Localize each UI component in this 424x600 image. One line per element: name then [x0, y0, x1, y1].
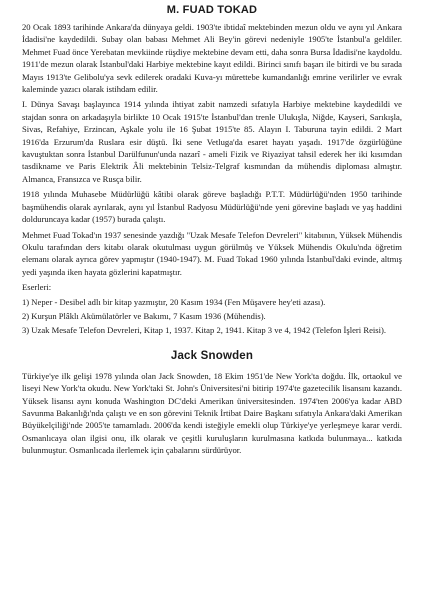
section-title-jack-snowden: Jack Snowden [170, 349, 254, 362]
bio-paragraph-2: I. Dünya Savaşı başlayınca 1914 yılında ihtiyat zabit namzedi sıfatıyla Harbiye mektebine kaydedildi ve stajdan sonra on arkadaşıyla birlikte 10 Ocak 1915'te İstanbul'dan trenle Ulukışla, Niğde, Kayseri, Sarıkışla, Sivas, Refahiye, Erzincan, Aşkale yolu ile 16 Şubat 1915'te 85. Alayın I. Taburuna tayin edildi. 2 Mart 1916'da Erzurum'da Ruslara esir düştü. İki sene Vetluga'da esaret hayatı yaşadı. 1917'de özgürlüğüne kavuştuktan sonra İstanbul Darülfunun'unda nazarî - ameli Fizik ve Riyaziyat tahsil ederek her iki kısımdan tasdikname ve Paris Elektrik Âli mektebinin Telsiz-Telgraf kısmından da mühendis diploması almıştır. Almanca, Fransızca ve Rusça bilir. [22, 99, 402, 184]
work-item-2: 2) Kurşun Plâklı Akümülatörler ve Bakımı, 7 Kasım 1936 (Mühendis). [22, 310, 266, 321]
work-item-3: 3) Uzak Mesafe Telefon Devreleri, Kitap 1, 1937. Kitap 2, 1941. Kitap 3 ve 4, 1942 (Telefon İşleri Reisi). [22, 325, 387, 336]
bio-paragraph-3: 1918 yılında Muhasebe Müdürlüğü kâtibi olarak göreve başladığı P.T.T. Müdürlüğü'nden 1950 tarihinde başmühendis olarak ayrılarak, aynı yıl İstanbul Radyosu Müdürlüğü'nde yeni görevine başladı ve yaş haddini dolduruncaya kadar (1957) burada çalıştı. [22, 189, 402, 225]
bio-paragraph-1: 20 Ocak 1893 tarihinde Ankara'da dünyaya geldi. 1903'te ibtidaî mektebinden mezun oldu ve aynı yıl Ankara İdadisi'ne kaydedildi. Subay olan babası Mehmet Ali Bey'in görevi nedeniyle 1905'te İstanbul'a geldiler. Mehmet Fuad önce Yerebatan mevkiinde rüşdiye mektebine devam etti, daha sonra Bursa İdadisi'ne kaydoldu. 1911'de mezun olarak İstanbul'daki Harbiye mektebine kayıt edildi. Birinci sınıfı başarı ile bitirdi ve bu sırada Mayıs 1913'te Gelibolu'ya sevk edilerek oradaki Kuva-yı mürettebe kumandanlığı emrine verilirler ve evrak kaleminde yazıcı olarak istihdam edilir. [22, 22, 402, 95]
works-label: Eserleri: [22, 282, 52, 293]
snowden-paragraph-1: Türkiye'ye ilk gelişi 1978 yılında olan Jack Snowden, 18 Ekim 1951'de New York'ta doğdu. İlk, ortaokul ve liseyi New York'ta okudu. New York'taki St. John's Üniversitesi'ni bitirip 1974'te gazetecilik lisansını kazandı. Yüksek lisansı aynı konuda Washington DC'deki Amerikan üniversitesinden. 1974'ten 2006'ya kadar ABD Savunma Bakanlığı'nda çalıştı ve en son görevini Teknik İrtibat Daire Başkanı sıfatıyla Ankara'daki Amerikan Büyükelçiliği'nde 2005'te tamamladı. 2006'da kendi isteğiyle emekli olup Türkiye'ye yerleşmeye karar verdi. Osmanlıcaya olan ilgisi onu, ilk olarak ve çeşitli kuruluşların kurulmasına katkıda bulunmaya... katkıda bulunmuştur. Osmanlıcada ilerlemek için çabalarını sürdürüyor. [22, 370, 402, 456]
work-item-1: 1) Neper - Desibel adlı bir kitap yazmıştır, 20 Kasım 1934 (Fen Müşavere hey'eti azası). [22, 296, 326, 307]
bio-paragraph-4: Mehmet Fuad Tokad'ın 1937 senesinde yazdığı "Uzak Mesafe Telefon Devreleri" kitabının, Yüksek Mühendis Okulu tarafından ders kitabı olarak okutulması uygun görülmüş ve Yüksek Mühendis Okulu'nda öğretim elemanı olarak ayrıca görev yapmıştır (1940-1947). M. Fuad Tokad 1960 yılında İstanbul'daki evinde, altmış yedi yaşında iken hayata gözlerini kapatmıştır. [22, 229, 402, 277]
section-title-fuad-tokad: M. FUAD TOKAD [166, 4, 258, 16]
